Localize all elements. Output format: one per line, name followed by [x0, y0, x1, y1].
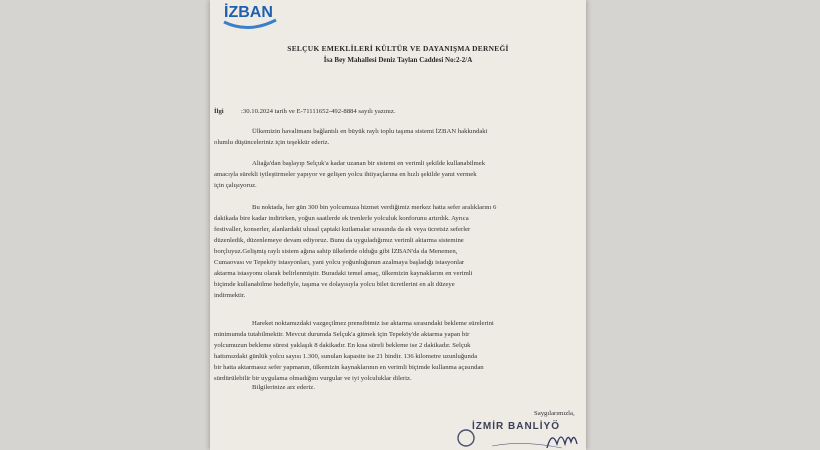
paragraph-3: [214, 202, 586, 301]
paragraph-1: [214, 126, 586, 148]
paragraph-line: bir hatta aktarmasız sefer yapmanın, ülkemizin kaynaklarının en verimli biçimde kullanma açısından: [214, 364, 484, 371]
background-left: [0, 0, 215, 450]
org-address: İsa Bey Mahallesi Deniz Taylan Caddesi No:2-2/A: [323, 56, 473, 64]
logo-text: İZBAN: [224, 4, 273, 21]
paragraph-line: amacıyla sürekli iyileştirmeler yapıyor ve gelişen yolcu ihtiyaçlarına en hızlı şekilde yanıt vermek: [214, 171, 477, 178]
ilgi-line: [214, 106, 550, 117]
stamp-text: İZMİR BANLİYÖ: [472, 421, 560, 432]
paragraph-line: minimumda tutabilmektir. Mevcut durumda Selçuk'a gitmek için Tepeköy'de aktarma yapan bir: [214, 331, 470, 338]
paragraph-line: Hareket noktamızdaki vazgeçilmez prensibimiz ise aktarma sırasındaki bekleme sürelerini: [252, 320, 494, 327]
ilgi-text: :30.10.2024 tarih ve E-71111652-492-8884 sayılı yazınız.: [241, 108, 396, 115]
paragraph-line: Bilgilerinize arz ederiz.: [252, 384, 315, 391]
background-right: [585, 0, 820, 450]
letter-page: [210, 0, 586, 450]
paragraph-line: düzenledik, düzenlemeye devam ediyoruz. Bunu da uyguladığımız verimli aktarma sistemine: [214, 237, 464, 244]
paragraph-line: yolcumuzun bekleme süresi yaklaşık 8 dakikadır. En kısa süreli bekleme ise 2 dakikadır. Selçuk: [214, 342, 471, 349]
paragraph-line: borçluyuz.Gelişmiş raylı sistem ağına sahip ülkelerde olduğu gibi İZBAN'da da Menemen,: [214, 248, 458, 255]
paragraph-line: olumlu düşünceleriniz için teşekkür ederiz.: [214, 139, 330, 146]
paragraph-5: [252, 382, 586, 393]
ilgi-label: İlgi: [214, 108, 224, 115]
paragraph-line: biçimde kullanabilme hedefiyle, taşıma ve dolayısıyla yolcu bilet ücretlerini en alt düzeye: [214, 281, 455, 288]
paragraph-line: Cumaovası ve Tepeköy istasyonları, yani yolcu yoğunluğunun azalmaya başladığı istasyonlar: [214, 259, 465, 266]
izban-logo: [218, 0, 280, 30]
paragraph-line: hattımızdaki günlük yolcu sayısı 1.300, sunulan kapasite ise 21 bindir. 136 kilometre uzunluğunda: [214, 353, 478, 360]
closing-text: Saygılarımızla,: [534, 410, 575, 417]
paragraph-line: dakikada bire kadar indirirken, yoğun saatlerde ek trenlerle yolculuk konforunu artırdık. Ayrıca: [214, 215, 469, 222]
paragraph-line: aktarma istasyonu olarak belirlenmiştir. Buradaki temel amaç, ülkemizin kaynaklarını en verimli: [214, 270, 473, 277]
paragraph-4: [214, 318, 586, 384]
paragraph-line: Bu noktada, her gün 300 bin yolcumuza hizmet verdiğimiz merkez hatta sefer aralıklarını 6: [252, 204, 497, 211]
paragraph-line: için çalışıyoruz.: [214, 182, 257, 189]
paragraph-line: Aliağa'dan başlayıp Selçuk'a kadar uzanan bir sistemi en verimli şekilde kullanabilmek: [252, 160, 486, 167]
org-name: SELÇUK EMEKLİLERİ KÜLTÜR VE DAYANIŞMA DERNEĞİ: [287, 44, 509, 53]
paragraph-line: festivaller, konserler, alanlardaki ulusal çaptaki kutlamalar sırasında da ek veya ücretsiz seferler: [214, 226, 471, 233]
paragraph-line: indirmektir.: [214, 292, 246, 299]
paragraph-line: Ülkemizin havalimanı bağlantılı en büyük raylı toplu taşıma sistemi İZBAN hakkındaki: [252, 128, 488, 135]
paragraph-line: sürdürülebilir bir uygulama olmadığını vurgular ve iyi yolculuklar dileriz.: [214, 375, 412, 382]
paragraph-2: [214, 158, 586, 191]
